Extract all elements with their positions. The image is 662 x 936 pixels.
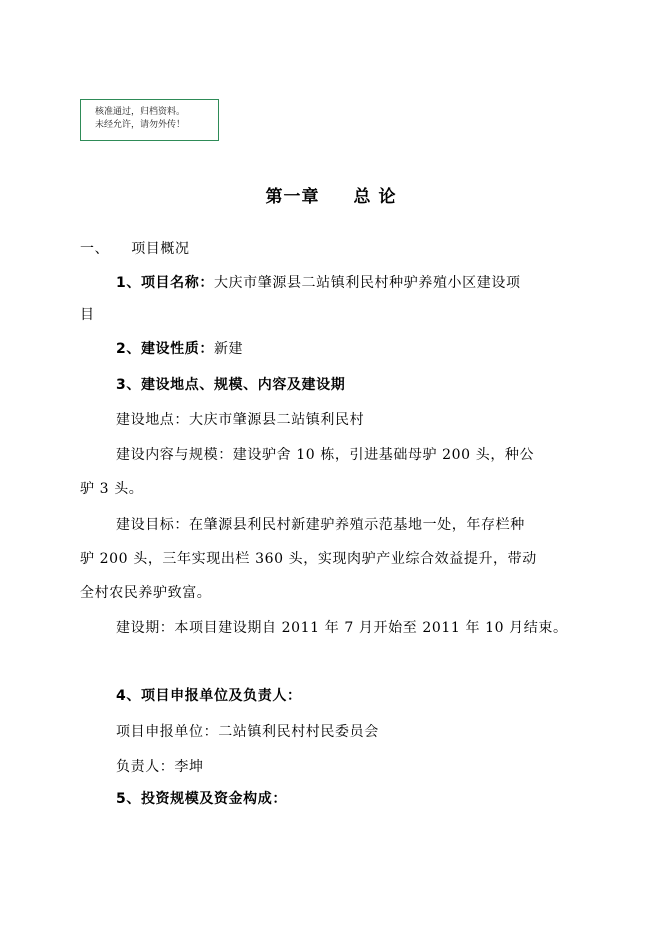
item2-value: 新建 [213, 341, 244, 357]
item5-heading: 5、投资规模及资金构成： [116, 791, 287, 807]
chapter-title: 总 论 [353, 187, 397, 207]
item3-content-line1: 建设内容与规模：建设驴舍 10 栋，引进基础母驴 200 头，种公 [116, 447, 535, 463]
approval-stamp [80, 99, 219, 141]
item3-goal-line3: 全村农民养驴致富。 [80, 585, 212, 601]
item3-content-line2: 驴 3 头。 [80, 481, 144, 497]
item3-location: 建设地点：大庆市肇源县二站镇利民村 [116, 412, 365, 428]
item4-heading: 4、项目申报单位及负责人： [116, 688, 302, 704]
item4-unit: 项目申报单位：二站镇利民村村民委员会 [116, 724, 379, 740]
item3-heading: 3、建设地点、规模、内容及建设期 [116, 377, 346, 393]
item3-goal-line1: 建设目标：在肇源县利民村新建驴养殖示范基地一处，年存栏种 [116, 517, 525, 533]
chapter-heading [0, 182, 662, 207]
section-heading [80, 238, 190, 258]
section-number: 一、 [80, 241, 110, 257]
stamp-line-1: 核准通过，归档资料。 [95, 107, 186, 117]
section-title: 项目概况 [131, 241, 190, 257]
item2-label: 2、建设性质： [116, 341, 214, 357]
item1-label: 1、项目名称： [116, 275, 214, 291]
stamp-line-2: 未经允许，请勿外传！ [95, 120, 186, 130]
chapter-number: 第一章 [265, 187, 320, 207]
item1-value-line2: 目 [80, 307, 95, 323]
item3-period: 建设期：本项目建设期自 2011 年 7 月开始至 2011 年 10 月结束。 [116, 620, 568, 636]
item1-line [116, 272, 521, 292]
item4-person: 负责人：李坤 [116, 759, 204, 775]
item3-goal-line2: 驴 200 头，三年实现出栏 360 头，实现肉驴产业综合效益提升，带动 [80, 551, 537, 567]
item2-line [116, 338, 243, 358]
item1-value-line1: 大庆市肇源县二站镇利民村种驴养殖小区建设项 [213, 275, 521, 291]
